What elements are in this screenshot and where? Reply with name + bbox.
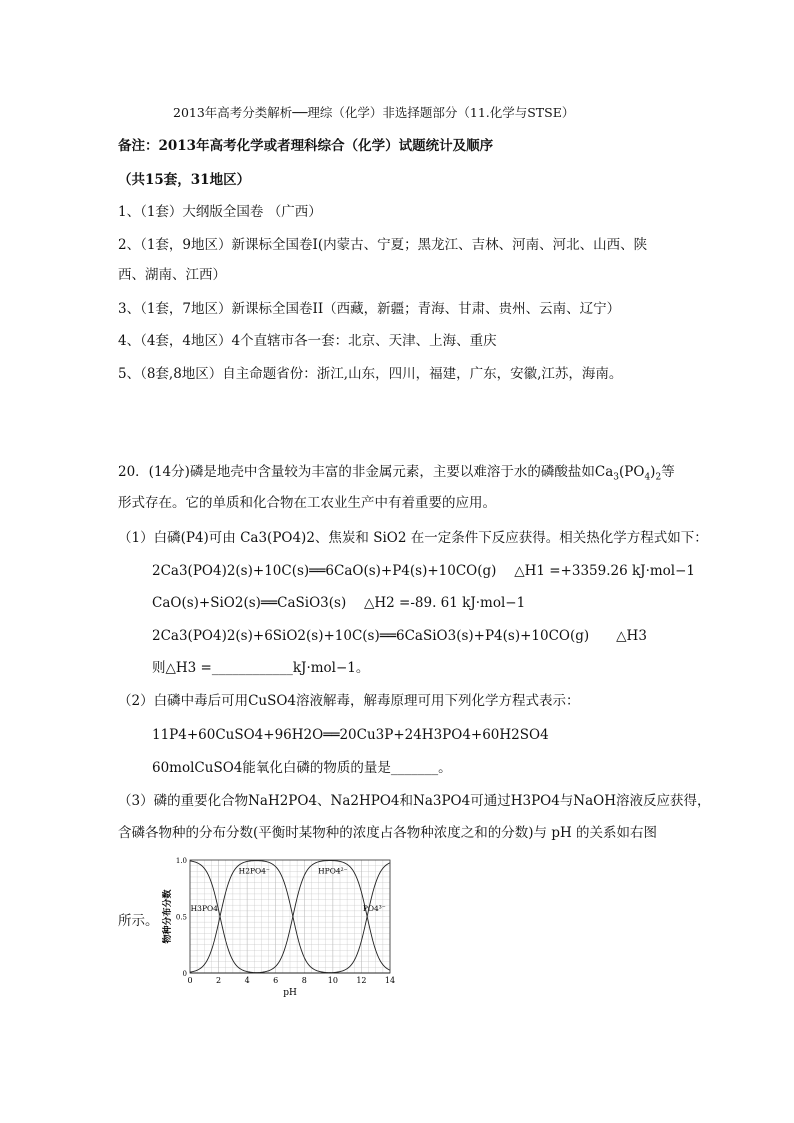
x-tick-label: 4	[244, 976, 250, 985]
x-axis-label: pH	[283, 988, 297, 998]
y-axis-label: 物种分布分数	[163, 889, 173, 944]
x-tick-label: 2	[216, 976, 222, 985]
page-title: 2013年高考分类解析──理综（化学）非选择题部分（11.化学与STSE）	[173, 105, 575, 120]
series-label: PO4³⁻	[362, 903, 386, 913]
part-3-text-end: 所示。	[118, 913, 159, 929]
question-20-intro-cont: 形式存在。它的单质和化合物在工农业生产中有着重要的应用。	[118, 495, 496, 511]
y-tick-label: 1.0	[175, 857, 187, 865]
note-item-1: 1、（1套）大纲版全国卷 （广西）	[118, 204, 322, 220]
equation-2: CaO(s)+SiO2(s)══CaSiO3(s) △H2 =-89. 61 kJ·mol−1	[152, 595, 526, 611]
part-1-text: （1）白磷(P4)可由 Ca3(PO4)2、焦炭和 SiO2 在一定条件下反应获得。相关热化学方程式如下：	[118, 530, 708, 546]
x-tick-label: 10	[327, 976, 338, 985]
x-tick-label: 0	[187, 976, 193, 985]
series-label: H3PO4	[190, 903, 218, 913]
note-item-5: 5、（8套,8地区）自主命题省份：浙江,山东，四川，福建，广东，安徽,江苏，海南。	[118, 366, 623, 382]
equation-4-blank: 则△H3 =____________kJ·mol−1。	[152, 660, 370, 676]
part-3-text: （3）磷的重要化合物NaH2PO4、Na2HPO4和Na3PO4可通过H3PO4与NaOH溶液反应获得，	[118, 793, 711, 809]
note-count: （共15套，31地区）	[118, 172, 251, 188]
note-header: 备注：2013年高考化学或者理科综合（化学）试题统计及顺序	[118, 138, 494, 154]
equation-3: 2Ca3(PO4)2(s)+6SiO2(s)+10C(s)══6CaSiO3(s)+P4(s)+10CO(g) △H3	[152, 628, 647, 644]
y-tick-label: 0	[182, 970, 187, 978]
series-label: H2PO4⁻	[238, 866, 270, 876]
x-tick-label: 12	[356, 976, 367, 985]
distribution-chart	[160, 852, 400, 1000]
y-tick-label: 0.5	[175, 913, 187, 922]
equation-1: 2Ca3(PO4)2(s)+10C(s)══6CaO(s)+P4(s)+10CO(g) △H1 =+3359.26 kJ·mol−1	[152, 563, 696, 579]
note-item-4: 4、（4套，4地区）4个直辖市各一套：北京、天津、上海、重庆	[118, 333, 497, 349]
part-3-text-cont: 含磷各物种的分布分数(平衡时某物种的浓度占各物种浓度之和的分数)与 pH 的关系如右图	[118, 825, 658, 841]
note-item-2-cont: 西、湖南、江西）	[118, 267, 226, 283]
part-2-text: （2）白磷中毒后可用CuSO4溶液解毒，解毒原理可用下列化学方程式表示：	[118, 693, 580, 709]
x-tick-label: 14	[384, 976, 396, 985]
x-tick-label: 6	[273, 976, 279, 985]
note-item-2: 2、（1套，9地区）新课标全国卷I(内蒙古、宁夏；黑龙江、吉林、河南、河北、山西、陕	[118, 237, 648, 253]
equation-6-blank: 60molCuSO4能氧化白磷的物质的量是_______。	[152, 760, 452, 776]
question-20-intro: 20．(14分)磷是地壳中含量较为丰富的非金属元素，主要以难溶于水的磷酸盐如$Ca_3(PO_4)_2$等	[118, 464, 675, 483]
x-tick-label: 8	[301, 976, 307, 985]
series-label: HPO4²⁻	[318, 866, 348, 876]
note-item-3: 3、（1套，7地区）新课标全国卷II（西藏，新疆；青海、甘肃、贵州、云南、辽宁）	[118, 301, 621, 317]
equation-5: 11P4+60CuSO4+96H2O══20Cu3P+24H3PO4+60H2SO4	[152, 727, 549, 743]
